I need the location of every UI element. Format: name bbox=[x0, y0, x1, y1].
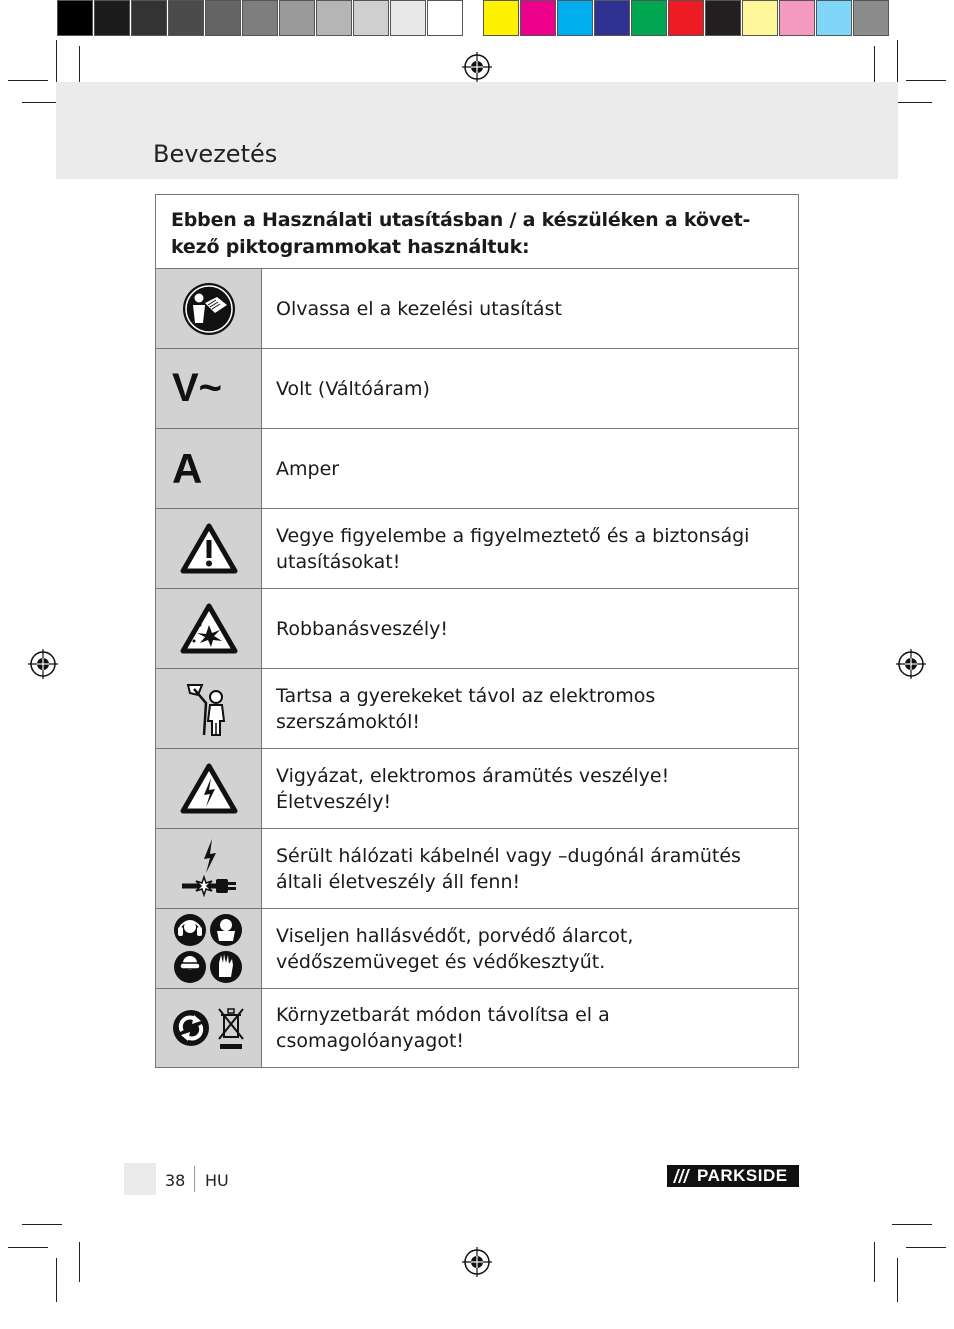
table-row bbox=[156, 589, 798, 669]
registration-mark-icon bbox=[462, 52, 492, 82]
crop-mark bbox=[892, 102, 932, 103]
calibration-swatch bbox=[853, 0, 889, 36]
row-label: Amper bbox=[276, 457, 340, 480]
language-code: HU bbox=[205, 1171, 229, 1190]
row-label: Vegye figyelembe a figyelmeztető és a biztonsági utasításokat! bbox=[276, 524, 750, 573]
table-row bbox=[156, 429, 798, 509]
calibration-swatch bbox=[94, 0, 130, 36]
row-label: Vigyázat, elektromos áramütés veszélye! Életveszély! bbox=[276, 764, 670, 813]
calibration-swatch bbox=[742, 0, 778, 36]
crop-mark bbox=[874, 46, 875, 86]
calibration-swatch bbox=[168, 0, 204, 36]
calibration-swatch bbox=[705, 0, 741, 36]
icon-cell bbox=[156, 829, 262, 908]
volt-ac-icon: V~ bbox=[172, 366, 223, 410]
calibration-swatch bbox=[816, 0, 852, 36]
icon-cell bbox=[156, 509, 262, 588]
calibration-swatch bbox=[779, 0, 815, 36]
crop-mark bbox=[906, 1247, 946, 1248]
footer-divider bbox=[194, 1166, 195, 1192]
page-number-box bbox=[124, 1163, 156, 1195]
registration-mark-icon bbox=[462, 1247, 492, 1277]
parkside-logo bbox=[667, 1165, 799, 1187]
crop-mark bbox=[79, 1242, 80, 1282]
registration-mark-icon bbox=[896, 649, 926, 679]
read-manual-icon bbox=[181, 281, 237, 337]
calibration-swatch bbox=[279, 0, 315, 36]
warning-triangle-icon bbox=[180, 523, 238, 575]
row-label: Olvassa el a kezelési utasítást bbox=[276, 297, 562, 320]
registration-mark-icon bbox=[28, 649, 58, 679]
icon-cell bbox=[156, 429, 262, 508]
crop-mark bbox=[79, 46, 80, 86]
keep-children-away-icon bbox=[184, 679, 234, 739]
crop-mark bbox=[892, 1224, 932, 1225]
calibration-swatch bbox=[520, 0, 556, 36]
damaged-cable-icon bbox=[176, 837, 242, 901]
calibration-swatch bbox=[205, 0, 241, 36]
grayscale-calibration-bar bbox=[57, 0, 464, 38]
calibration-swatch bbox=[57, 0, 93, 36]
calibration-swatch bbox=[594, 0, 630, 36]
icon-cell bbox=[156, 989, 262, 1067]
protective-equipment-icon bbox=[173, 913, 245, 985]
calibration-swatch bbox=[242, 0, 278, 36]
table-row bbox=[156, 829, 798, 909]
row-label: Sérült hálózati kábelnél vagy –dugónál áramütés általi életveszély áll fenn! bbox=[276, 844, 741, 893]
row-label: Tartsa a gyerekeket távol az elektromos szerszámoktól! bbox=[276, 684, 656, 733]
icon-cell bbox=[156, 269, 262, 348]
table-header: Ebben a Használati utasításban / a készüléken a követ-kező piktogrammokat használtuk: bbox=[156, 195, 798, 269]
icon-cell bbox=[156, 669, 262, 748]
calibration-swatch bbox=[353, 0, 389, 36]
crop-mark bbox=[22, 1224, 62, 1225]
page-number: 38 bbox=[165, 1171, 186, 1190]
row-label: Volt (Váltóáram) bbox=[276, 377, 430, 400]
crop-mark bbox=[897, 1258, 898, 1302]
table-row bbox=[156, 669, 798, 749]
calibration-swatch bbox=[557, 0, 593, 36]
color-calibration-bar bbox=[483, 0, 890, 38]
calibration-swatch bbox=[316, 0, 352, 36]
icon-cell bbox=[156, 749, 262, 828]
electric-shock-icon bbox=[180, 763, 238, 815]
calibration-swatch bbox=[427, 0, 463, 36]
row-label: Viseljen hallásvédőt, porvédő álarcot, védőszemüveget és védőkesztyűt. bbox=[276, 924, 634, 973]
calibration-swatch bbox=[631, 0, 667, 36]
crop-mark bbox=[897, 40, 898, 82]
icon-cell bbox=[156, 349, 262, 428]
table-row bbox=[156, 509, 798, 589]
crop-mark bbox=[8, 80, 48, 81]
calibration-swatch bbox=[668, 0, 704, 36]
table-row bbox=[156, 909, 798, 989]
crop-mark bbox=[874, 1242, 875, 1282]
recycling-disposal-icon bbox=[172, 1003, 246, 1053]
crop-mark bbox=[906, 80, 946, 81]
calibration-swatch bbox=[390, 0, 426, 36]
row-label: Robbanásveszély! bbox=[276, 617, 448, 640]
section-title: Bevezetés bbox=[153, 140, 278, 168]
icon-cell bbox=[156, 589, 262, 668]
calibration-swatch bbox=[483, 0, 519, 36]
table-row bbox=[156, 269, 798, 349]
crop-mark bbox=[56, 1258, 57, 1302]
calibration-swatch bbox=[131, 0, 167, 36]
table-row bbox=[156, 989, 798, 1067]
crop-mark bbox=[56, 40, 57, 82]
table-row bbox=[156, 349, 798, 429]
brand-name: PARKSIDE bbox=[697, 1166, 788, 1185]
pictogram-table bbox=[155, 194, 799, 1068]
crop-mark bbox=[8, 1247, 48, 1248]
icon-cell bbox=[156, 909, 262, 988]
row-label: Környzetbarát módon távolítsa el a csomagolóanyagot! bbox=[276, 1004, 610, 1052]
table-row bbox=[156, 749, 798, 829]
logo-slashes-icon bbox=[667, 1165, 697, 1187]
explosion-hazard-icon bbox=[180, 603, 238, 655]
ampere-icon: A bbox=[172, 444, 203, 492]
